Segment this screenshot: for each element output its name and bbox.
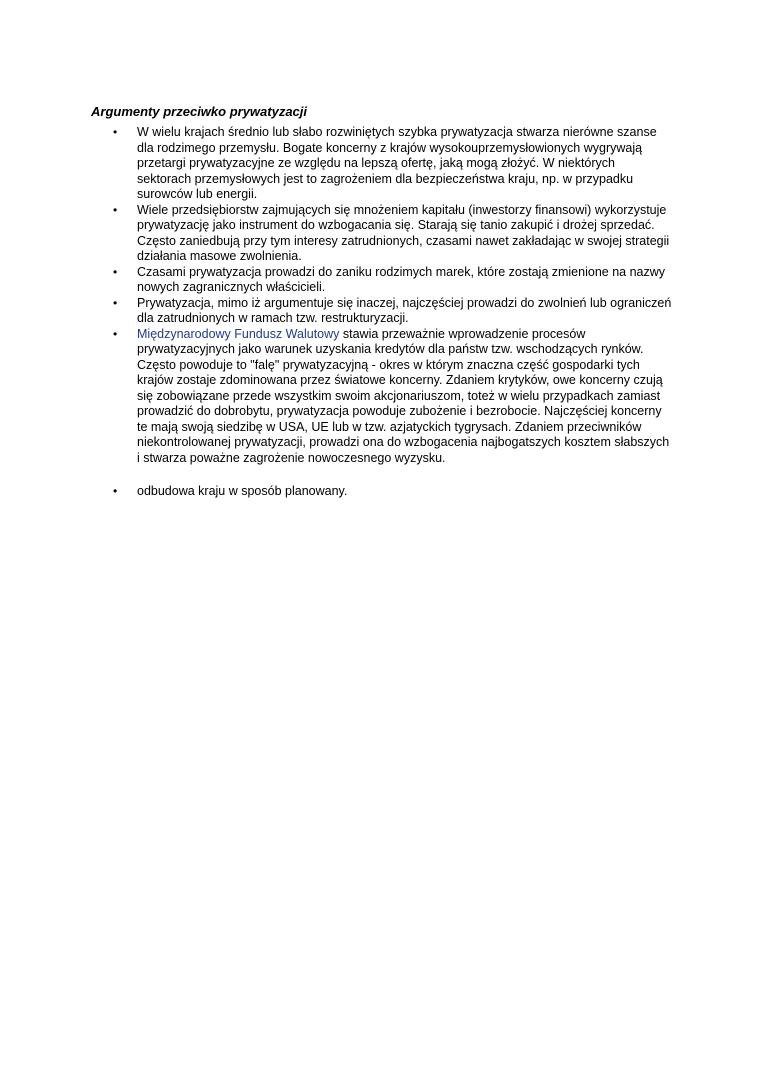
list-item-text: Czasami prywatyzacja prowadzi do zaniku rodzimych marek, które zostają zmienione na nazwy nowych zagranicznych właścicieli. bbox=[137, 264, 665, 294]
list-item bbox=[0, 484, 672, 500]
argument-list bbox=[0, 125, 760, 500]
list-item-text: W wielu krajach średnio lub słabo rozwiniętych szybka prywatyzacja stwarza nierówne szanse dla rodzimego przemysłu. Bogate koncerny z krajów wysokouprzemysłowionych wygrywają przetargi prywatyzacyjne ze względu na lepszą ofertę, jaką mogą złożyć. W niektórych sektorach przemysłowych jest to zagrożeniem dla bezpieczeństwa kraju, np. w przypadku surowców lub energii. bbox=[137, 125, 657, 201]
bullet-icon: • bbox=[113, 202, 118, 217]
list-item-text: stawia przeważnie wprowadzenie procesów prywatyzacyjnych jako warunek uzyskania kredytów dla państw tzw. wschodzących rynków. Często powoduje to "falę" prywatyzacyjną - okres w którym znaczna część gospodarki tych krajów zostaje zdominowana przez światowe koncerny. Zdaniem krytyków, owe koncerny czują się zobowiązane przede wszystkim swoim akcjonariuszom, toteż w wielu przypadkach zamiast prowadzić do dobrobytu, prywatyzacja powoduje zubożenie i bezrobocie. Najczęściej koncerny te mają swoją siedzibę w USA, UE lub w tzw. azjatyckich tygrysach. Zdaniem przeciwników niekontrolowanej prywatyzacji, prowadzi ona do wzbogacenia najbogatszych kosztem słabszych i stwarza poważne zagrożenie nowoczesnego wyzysku. bbox=[137, 326, 670, 465]
bullet-icon: • bbox=[113, 264, 118, 279]
list-item bbox=[0, 296, 672, 327]
list-item-text: Wiele przedsiębiorstw zajmujących się mnożeniem kapitału (inwestorzy finansowi) wykorzystuje prywatyzację jako instrument do wzbogacania się. Starają się tanio zakupić i drożej sprzedać. Często zaniedbują przy tym interesy zatrudnionych, czasami nawet zakładając w swojej strategii działania masowe zwolnienia. bbox=[137, 202, 670, 263]
list-item bbox=[0, 327, 672, 467]
bullet-icon: • bbox=[113, 484, 118, 498]
list-item bbox=[0, 203, 672, 265]
list-item bbox=[0, 125, 672, 203]
bullet-icon: • bbox=[113, 125, 118, 139]
list-item-text: odbudowa kraju w sposób planowany. bbox=[137, 484, 348, 498]
bullet-icon: • bbox=[113, 295, 118, 310]
section-heading: Argumenty przeciwko prywatyzacji bbox=[91, 104, 308, 119]
list-item-text: Prywatyzacja, mimo iż argumentuje się inaczej, najczęściej prowadzi do zwolnień lub ograniczeń dla zatrudnionych w ramach tzw. restrukturyzacji. bbox=[137, 295, 672, 325]
bullet-icon: • bbox=[113, 326, 118, 341]
list-item bbox=[0, 265, 672, 296]
imf-link[interactable]: Międzynarodowy Fundusz Walutowy bbox=[137, 326, 340, 341]
